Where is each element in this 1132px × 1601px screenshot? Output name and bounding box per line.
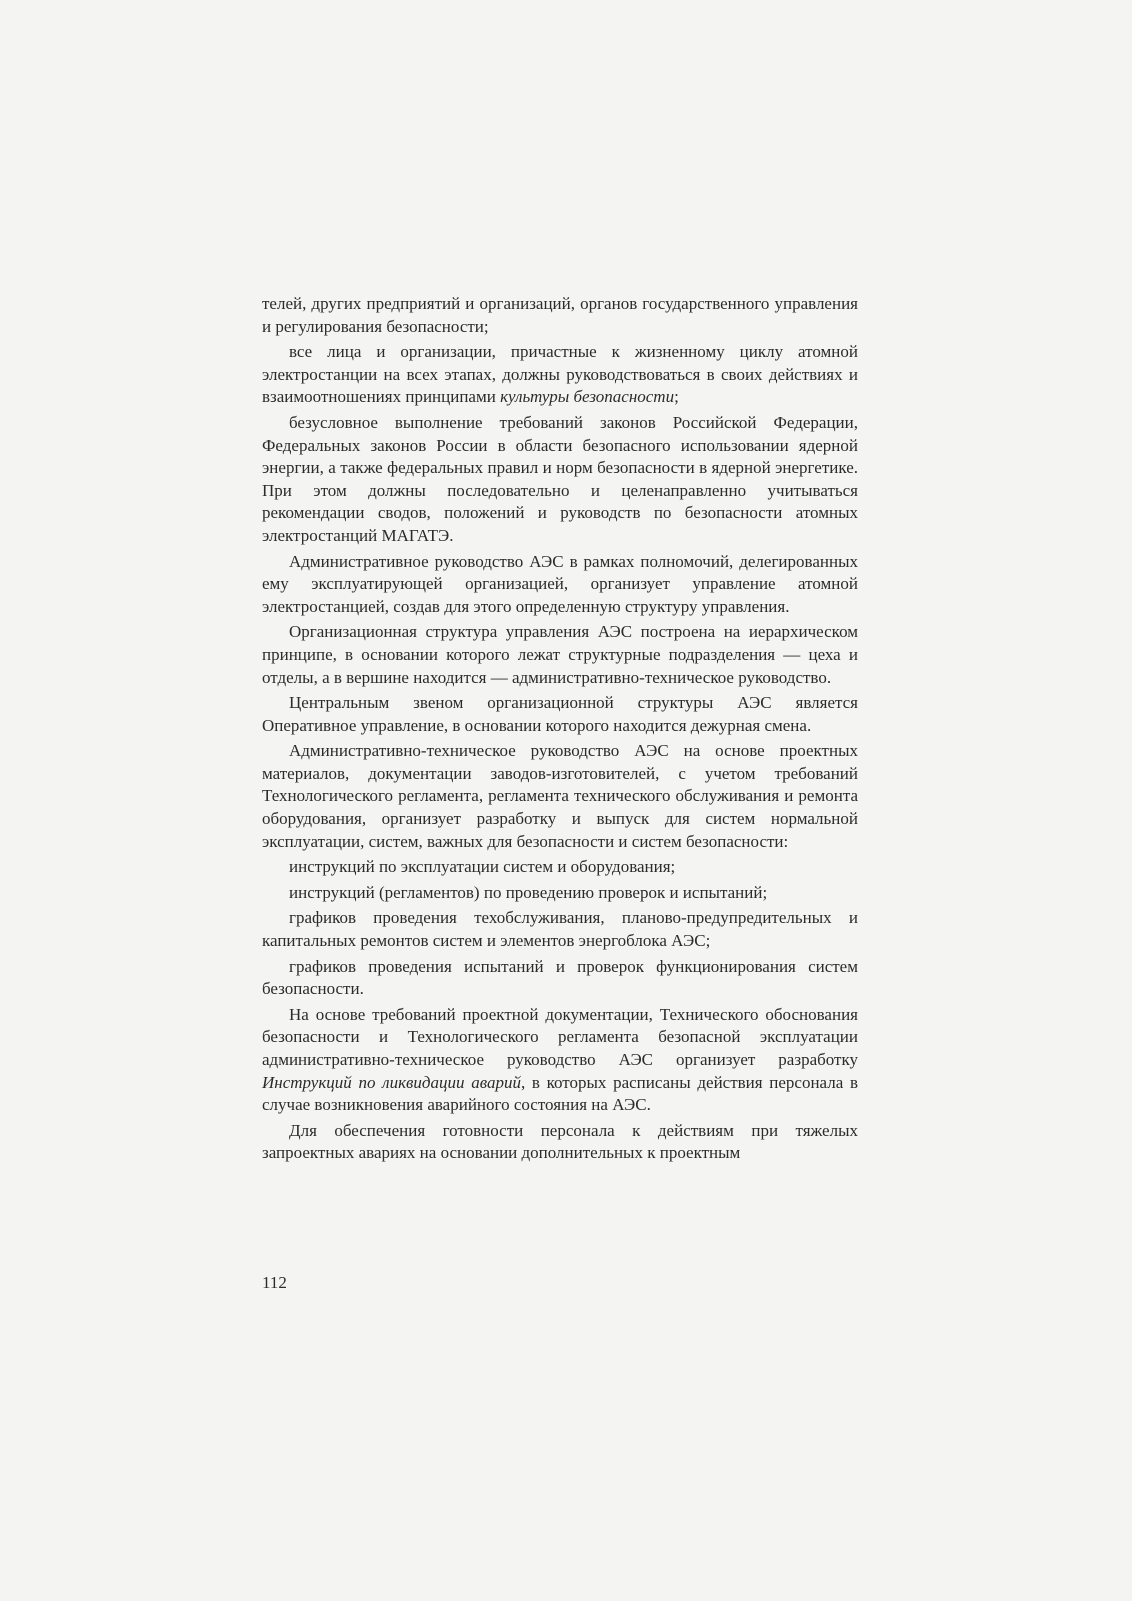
- text-run: графиков проведения испытаний и проверок функционирования систем безопасности.: [262, 956, 858, 999]
- text-run: , в которых расписаны действия персонала в случае возникновения аварийного состояния на АЭС.: [262, 1072, 858, 1115]
- paragraph: [262, 907, 858, 952]
- italic-term: Инструкций по ликвидации аварий: [262, 1072, 521, 1092]
- paragraph: [262, 412, 858, 548]
- text-run: инструкций (регламентов) по проведению проверок и испытаний;: [289, 882, 768, 902]
- text-run: Административно-техническое руководство АЭС на основе проектных материалов, документации заводов-изготовителей, с учетом требований Технологического регламента, регламента технического обслуживания и ремонта оборудования, организует разработку и выпуск для систем нормальной эксплуатации, систем, важных для безопасности и систем безопасности:: [262, 741, 858, 851]
- text-run: ;: [674, 387, 679, 407]
- paragraph: [262, 882, 858, 905]
- text-run: Для обеспечения готовности персонала к действиям при тяжелых запроектных авариях на основании дополнительных к проектным: [262, 1120, 858, 1163]
- text-run: Административное руководство АЭС в рамках полномочий, делегированных ему эксплуатирующей организацией, организует управление атомной электростанцией, создав для этого определенную структуру управления.: [262, 551, 858, 616]
- paragraph: [262, 740, 858, 853]
- text-run: Организационная структура управления АЭС построена на иерархическом принципе, в основании которого лежат структурные подразделения — цеха и отделы, а в вершине находится — административно-техническое руководство.: [262, 622, 858, 687]
- text-run: Центральным звеном организационной структуры АЭС является Оперативное управление, в основании которого находится дежурная смена.: [262, 693, 858, 735]
- text-run: графиков проведения техобслуживания, планово-предупредительных и капитальных ремонтов систем и элементов энергоблока АЭС;: [262, 908, 858, 951]
- paragraph: [262, 856, 858, 879]
- paragraph: [262, 1004, 858, 1117]
- paragraph: [262, 1120, 858, 1165]
- italic-term: культуры безопасности: [500, 387, 675, 407]
- text-run: все лица и организации, причастные к жизненному циклу атомной электростанции на всех этапах, должны руководствоваться в своих действиях и взаимоотношениях принципами: [262, 342, 858, 407]
- paragraph: [262, 341, 858, 409]
- paragraph: [262, 956, 858, 1001]
- paragraph: [262, 621, 858, 689]
- paragraph: [262, 551, 858, 619]
- text-run: безусловное выполнение требований законов Российской Федерации, Федеральных законов России в области безопасного использовании ядерной энергии, а также федеральных правил и норм безопасности в ядерной энергетике. При этом должны последовательно и целенаправленно учитываться рекомендации сводов, положений и руководств по безопасности атомных электростанций МАГАТЭ.: [262, 412, 858, 545]
- paragraph: [262, 293, 858, 338]
- page-number: 112: [262, 1273, 287, 1292]
- text-run: телей, других предприятий и организаций, органов государственного управления и регулирования безопасности;: [262, 294, 858, 336]
- text-run: На основе требований проектной документации, Технического обоснования безопасности и Технологического регламента безопасной эксплуатации административно-техническое руководство АЭС организует разработку: [262, 1004, 858, 1069]
- document-body: [262, 293, 858, 1168]
- paragraph: [262, 692, 858, 737]
- text-run: инструкций по эксплуатации систем и оборудования;: [289, 857, 676, 877]
